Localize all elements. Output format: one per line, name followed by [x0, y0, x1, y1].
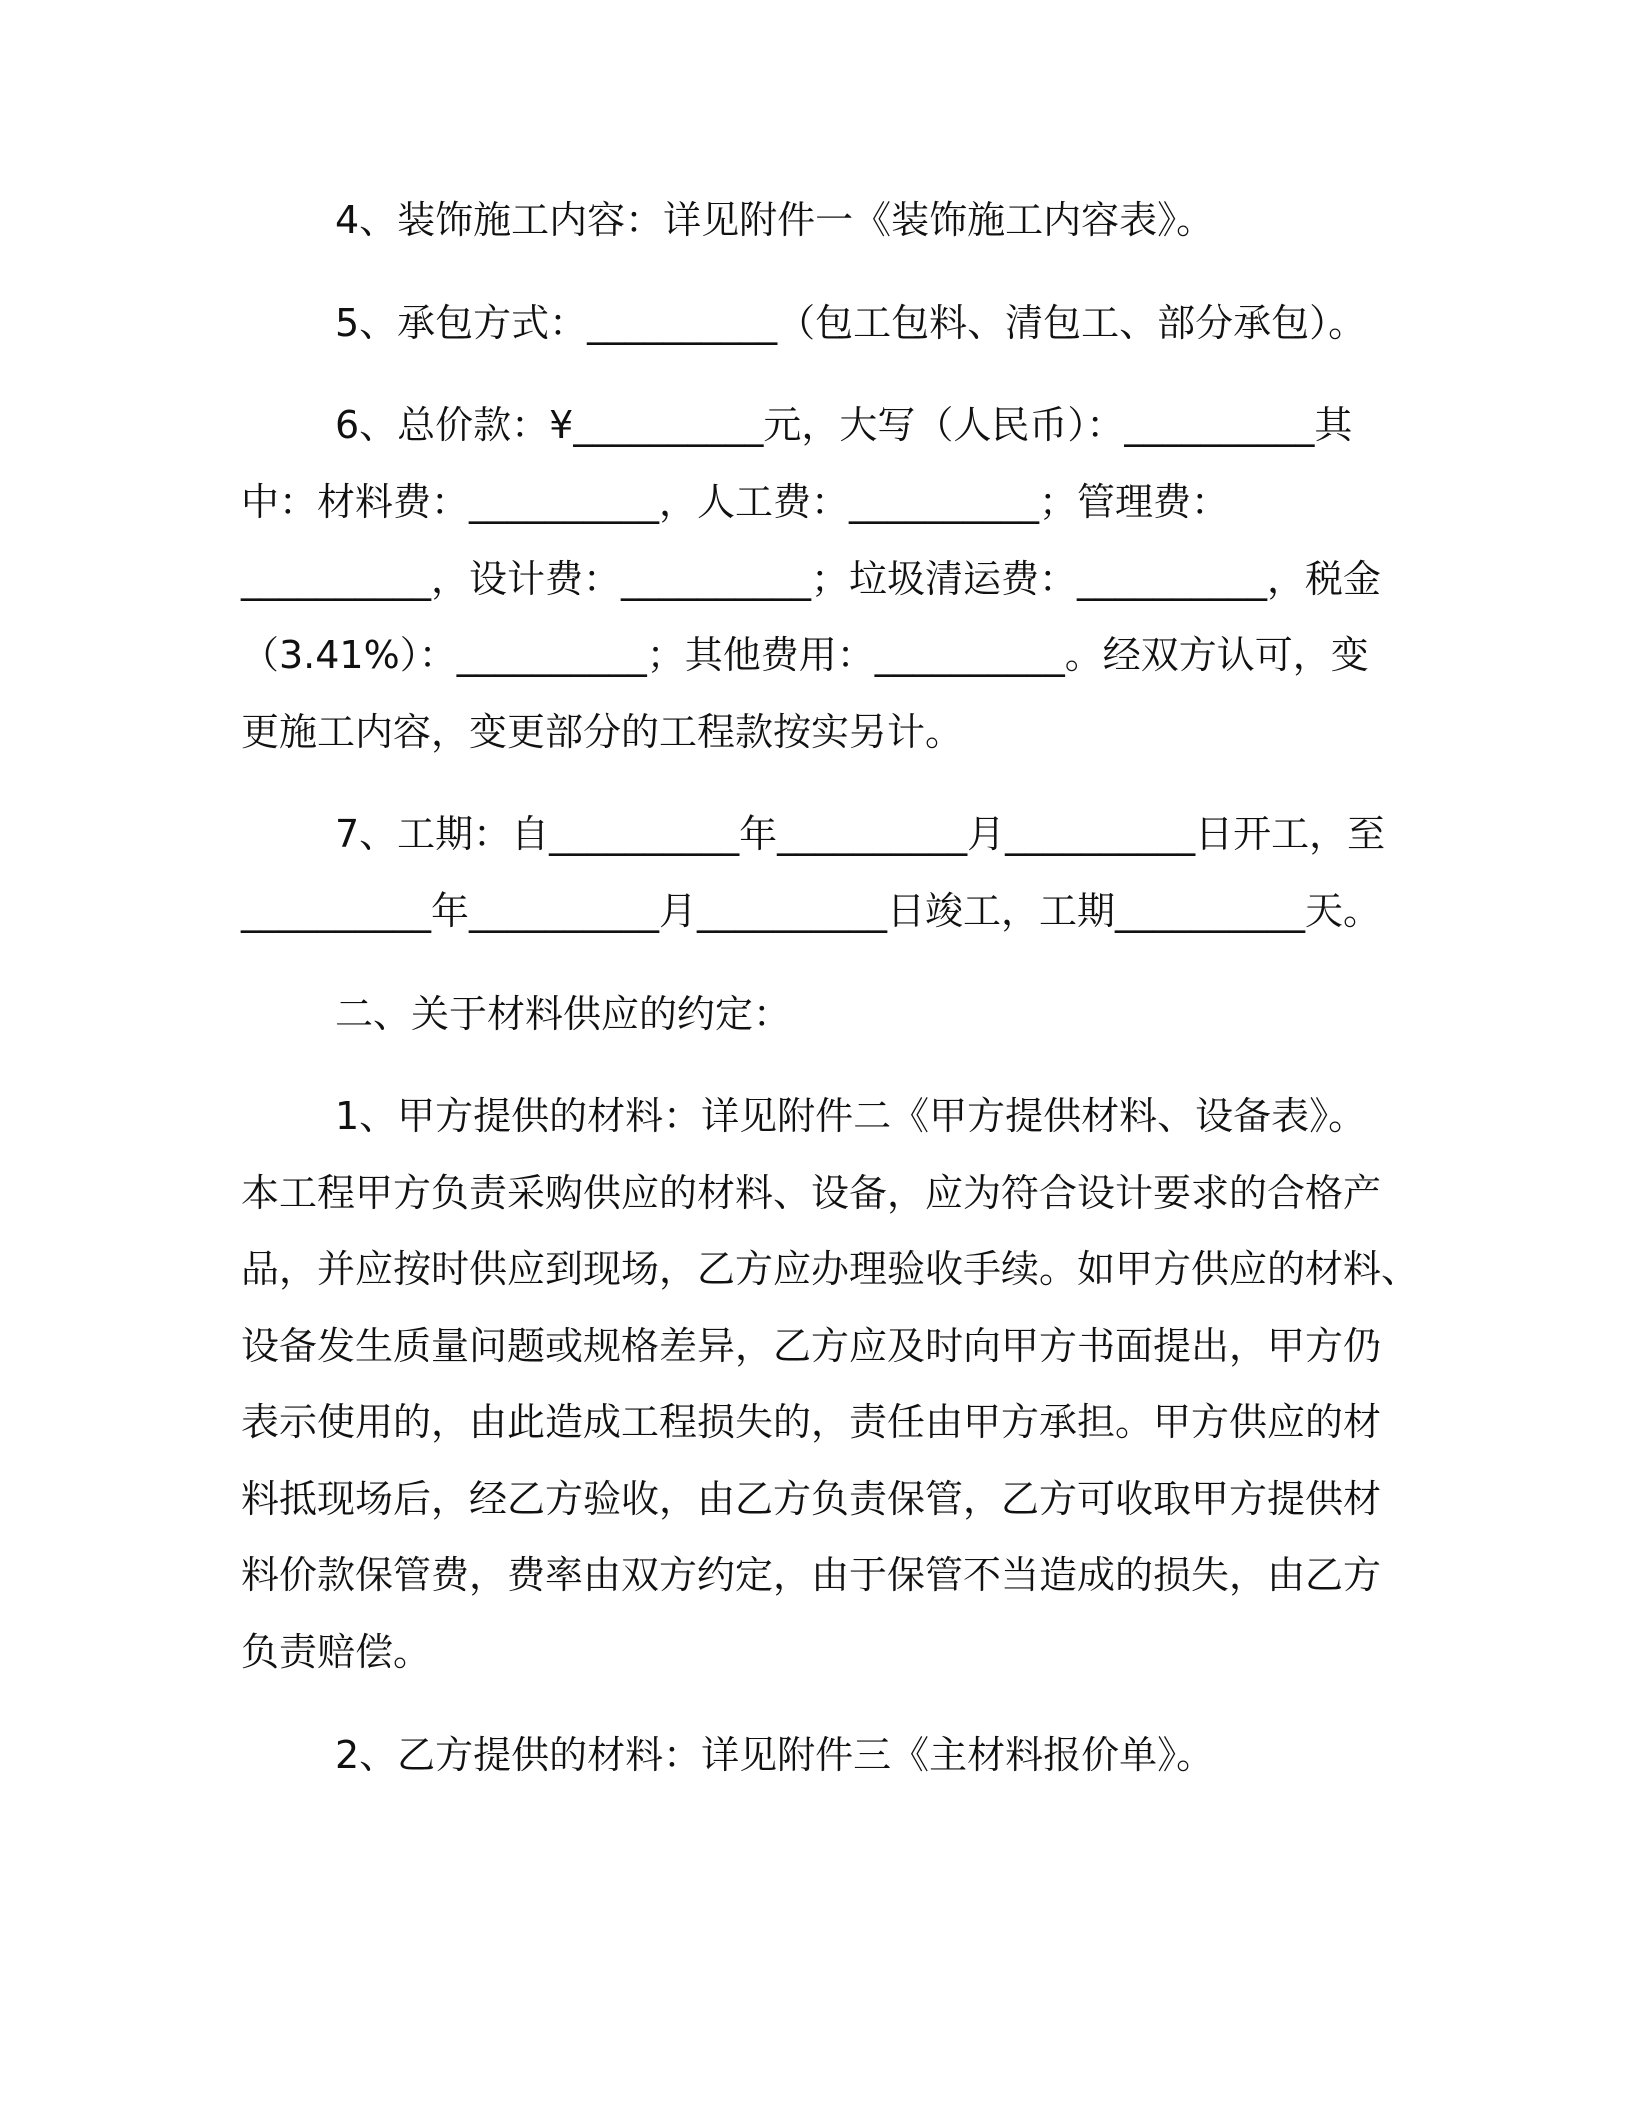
- material-clause-1-line-3: 品，并应按时供应到现场，乙方应办理验收手续。如甲方供应的材料、: [241, 1247, 1420, 1291]
- material-clause-1-line-5: 表示使用的，由此造成工程损失的，责任由甲方承担。甲方供应的材: [241, 1400, 1382, 1444]
- material-clause-1-line-6: 料抵现场后，经乙方验收，由乙方负责保管，乙方可收取甲方提供材: [241, 1477, 1382, 1521]
- clause-6-line-3: __________，设计费：__________；垃圾清运费：__________，税金: [241, 557, 1382, 601]
- clause-7-line-2: __________年__________月__________日竣工，工期__________天。: [241, 889, 1382, 933]
- section-2-heading: 二、关于材料供应的约定：: [335, 992, 792, 1036]
- clause-6-line-2: 中：材料费：__________，人工费：__________；管理费：: [241, 480, 1230, 524]
- material-clause-1-line-7: 料价款保管费，费率由双方约定，由于保管不当造成的损失，由乙方: [241, 1553, 1382, 1597]
- clause-7-line-1: 7、工期：自__________年__________月__________日开工，至: [335, 812, 1386, 856]
- material-clause-1-line-4: 设备发生质量问题或规格差异，乙方应及时向甲方书面提出，甲方仍: [241, 1324, 1382, 1368]
- clause-4-line: 4、装饰施工内容：详见附件一《装饰施工内容表》。: [335, 198, 1215, 242]
- material-clause-1-line-8: 负责赔偿。: [241, 1630, 432, 1674]
- clause-6-line-5: 更施工内容，变更部分的工程款按实另计。: [241, 710, 964, 754]
- clause-6-line-1: 6、总价款：¥__________元，大写（人民币）：__________其: [335, 403, 1353, 447]
- material-clause-2-line: 2、乙方提供的材料：详见附件三《主材料报价单》。: [335, 1733, 1215, 1777]
- clause-5-line: 5、承包方式：__________（包工包料、清包工、部分承包）。: [335, 301, 1367, 345]
- clause-6-line-4: （3.41%）：__________；其他费用：__________。经双方认可，变: [241, 633, 1369, 677]
- material-clause-1-line-2: 本工程甲方负责采购供应的材料、设备，应为符合设计要求的合格产: [241, 1171, 1382, 1215]
- material-clause-1-line-1: 1、甲方提供的材料：详见附件二《甲方提供材料、设备表》。: [335, 1094, 1367, 1138]
